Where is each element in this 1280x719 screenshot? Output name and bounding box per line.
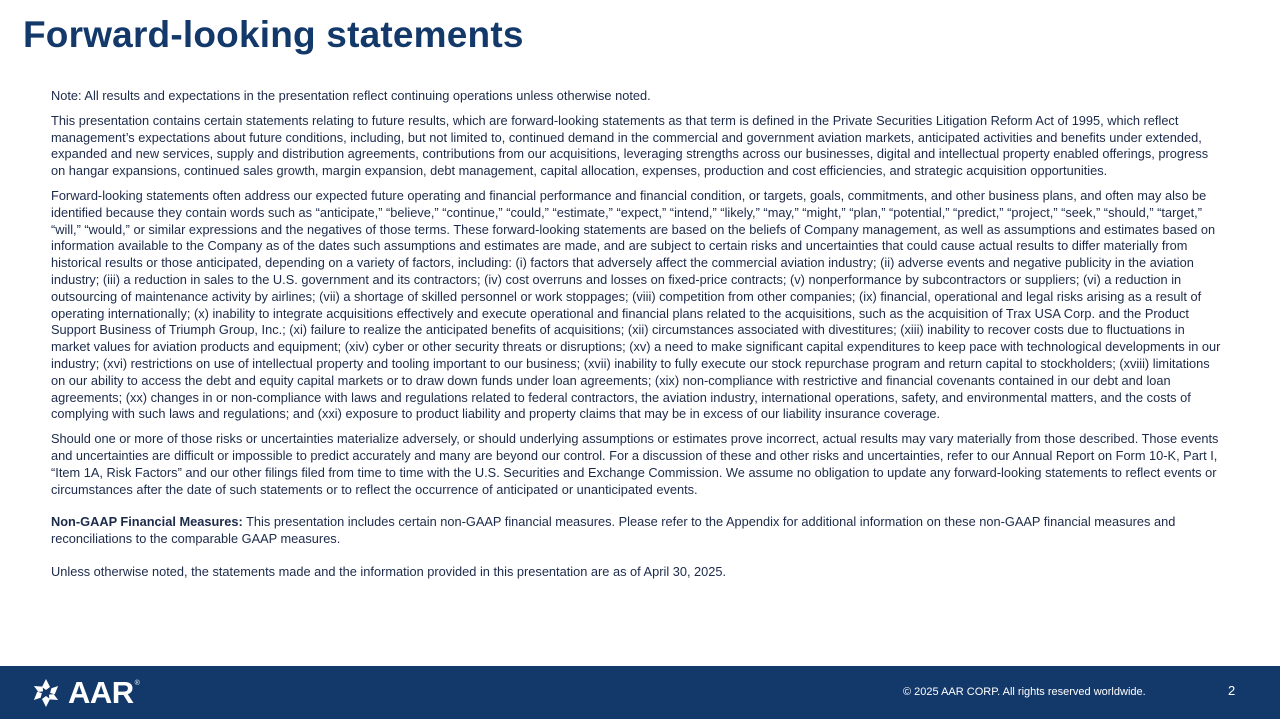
forward-looking-intro-paragraph: This presentation contains certain statements relating to future results, which are forward-looking statements as that term is defined in the Private Securities Litigation Reform Act of 1995, which reflect management’s expectations about future conditions, including, but not limited to, continued demand in the commercial and government aviation markets, anticipated activities and benefits under extended, expanded and new services, supply and distribution agreements, contributions from our acquisitions, leveraging strengths across our businesses, digital and intellectual property enabled offerings, progress on hangar expansions, continued sales growth, margin expansion, debt management, capital allocation, expenses, production and cost efficiencies, and strategic acquisition opportunities. — [51, 112, 1209, 179]
note-paragraph: Note: All results and expectations in the presentation reflect continuing operations unless otherwise noted. — [51, 88, 651, 103]
page-title: Forward-looking statements — [23, 14, 524, 55]
logo-wordmark: AAR — [68, 675, 134, 710]
page-number: 2 — [1228, 683, 1236, 698]
non-gaap-paragraph — [51, 514, 1223, 548]
closing-paragraph: Unless otherwise noted, the statements made and the information provided in this presentation are as of April 30, 2025. — [51, 563, 727, 579]
footer-bar — [0, 666, 1280, 719]
aar-star-logo-icon — [30, 677, 62, 709]
registered-mark: ® — [134, 680, 140, 687]
copyright-notice: © 2025 AAR CORP. All rights reserved worldwide. — [903, 686, 1146, 698]
uncertainties-paragraph: Should one or more of those risks or uncertainties materialize adversely, or should underlying assumptions or estimates prove incorrect, actual results may vary materially from those described. Those events and uncertainties are difficult or impossible to predict accurately and many are beyond our control. For a discussion of these and other risks and uncertainties, refer to our Annual Report on Form 10-K, Part I, “Item 1A, Risk Factors” and our other filings filed from time to time with the U.S. Securities and Exchange Commission. We assume no obligation to update any forward-looking statements to reflect events or circumstances after the date of such statements or to reflect the occurrence of anticipated or unanticipated events. — [51, 431, 1219, 497]
risk-factors-paragraph: Forward-looking statements often address our expected future operating and financial performance and financial condition, or targets, goals, commitments, and other business plans, and often may also be identified because they contain words such as “anticipate,” “believe,” “continue,” “could,” “estimate,” “expect,” “intend,” “likely,” “may,” “might,” “plan,” “potential,” “predict,” “project,” “seek,” “should,” “target,” “will,” “would,” or similar expressions and the negatives of those terms. These forward-looking statements are based on the beliefs of Company management, as well as assumptions and estimates based on information available to the Company as of the dates such assumptions and estimates are made, and are subject to certain risks and uncertainties that could cause actual results to differ materially from historical results or those anticipated, depending on a variety of factors, including: (i) factors that adversely affect the commercial aviation industry; (ii) adverse events and negative publicity in the aviation industry; (iii) a reduction in sales to the U.S. government and its contractors; (iv) cost overruns and losses on fixed-price contracts; (v) nonperformance by subcontractors or suppliers; (vi) a reduction in outsourcing of maintenance activity by airlines; (vii) a shortage of skilled personnel or work stoppages; (viii) competition from other companies; (ix) financial, operational and legal risks arising as a result of operating internationally; (x) inability to integrate acquisitions effectively and execute operational and financial plans related to the acquisitions, such as the acquisition of Trax USA Corp. and the Product Support Business of Triumph Group, Inc.; (xi) failure to realize the anticipated benefits of acquisitions; (xii) circumstances associated with divestitures; (xiii) inability to recover costs due to fluctuations in market values for aviation products and equipment; (xiv) cyber or other security threats or disruptions; (xv) a need to make significant capital expenditures to keep pace with technological developments in our industry; (xvi) restrictions on use of intellectual property and tooling important to our business; (xvii) inability to fully execute our stock repurchase program and return capital to stockholders; (xviii) limitations on our ability to access the debt and equity capital markets or to draw down funds under loan agreements; (xix) non-compliance with restrictive and financial covenants contained in our debt and loan agreements; (xx) changes in or non-compliance with laws and regulations related to federal contractors, the aviation industry, international operations, safety, and environmental matters, and the costs of complying with such laws and regulations; and (xxi) exposure to product liability and property claims that may be in excess of our liability insurance coverage. — [51, 187, 1221, 422]
non-gaap-text: This presentation includes certain non-GAAP financial measures. Please refer to the Appendix for additional information on these non-GAAP financial measures and reconciliations to the comparable GAAP measures. — [51, 514, 1176, 547]
aar-logo — [30, 676, 140, 710]
non-gaap-label: Non-GAAP Financial Measures: — [51, 514, 243, 530]
slide-body — [51, 88, 1223, 589]
